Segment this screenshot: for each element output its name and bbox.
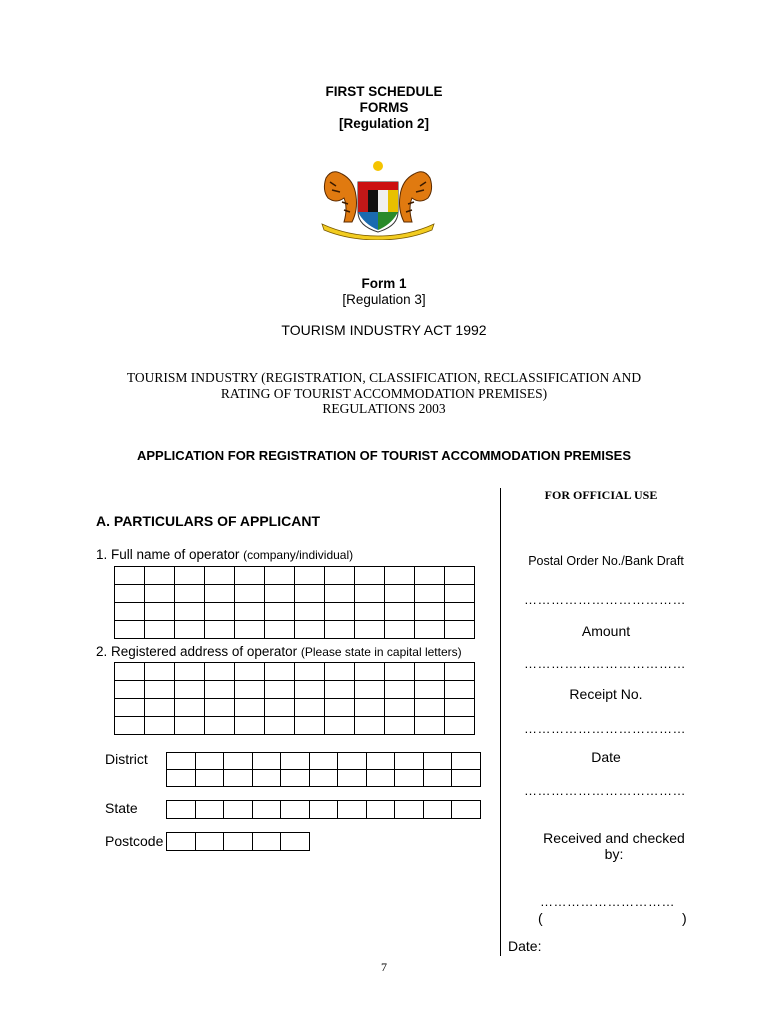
receipt-label: Receipt No. [569,686,643,702]
letter-box[interactable] [295,663,325,681]
letter-box[interactable] [385,603,415,621]
letter-box[interactable] [235,717,265,735]
letter-box[interactable] [295,621,325,639]
regulations-title [0,370,768,417]
letter-box[interactable] [205,717,235,735]
letter-box[interactable] [385,621,415,639]
letter-box[interactable] [295,585,325,603]
letter-box[interactable] [205,567,235,585]
letter-box[interactable] [205,621,235,639]
letter-box[interactable] [145,567,175,585]
letter-box[interactable] [205,585,235,603]
column-divider [500,488,501,956]
letter-box[interactable] [355,621,385,639]
letter-box[interactable] [355,603,385,621]
state-grid[interactable] [166,800,481,819]
letter-box[interactable] [224,753,253,770]
regulations-line2: RATING OF TOURIST ACCOMMODATION PREMISES) [220,385,548,401]
application-title: APPLICATION FOR REGISTRATION OF TOURIST ACCOMMODATION PREMISES [137,448,631,463]
letter-box[interactable] [205,603,235,621]
letter-box[interactable] [445,717,475,735]
letter-box[interactable] [445,681,475,699]
letter-box[interactable] [325,663,355,681]
letter-box[interactable] [445,567,475,585]
letter-box[interactable] [310,770,339,787]
letter-box[interactable] [205,699,235,717]
letter-box[interactable] [145,585,175,603]
letter-box[interactable] [424,770,453,787]
letter-box[interactable] [310,753,339,770]
letter-box[interactable] [281,753,310,770]
letter-box[interactable] [445,585,475,603]
letter-box[interactable] [253,801,282,819]
signature-date-label: Date: [508,938,542,954]
letter-box[interactable] [224,801,253,819]
letter-box[interactable] [415,585,445,603]
district-grid[interactable] [166,752,481,787]
letter-box[interactable] [145,717,175,735]
letter-box[interactable] [281,770,310,787]
letter-box[interactable] [115,663,145,681]
letter-box[interactable] [115,585,145,603]
letter-box[interactable] [196,753,225,770]
letter-box[interactable] [452,753,481,770]
postal-order-field[interactable]: ……………………………… [524,592,686,607]
receipt-field[interactable]: ……………………………… [524,721,686,736]
letter-box[interactable] [355,681,385,699]
letter-box[interactable] [415,567,445,585]
letter-box[interactable] [115,567,145,585]
letter-box[interactable] [196,833,225,851]
letter-box[interactable] [145,621,175,639]
page-number: 7 [381,960,387,974]
section-a-heading: A. PARTICULARS OF APPLICANT [96,513,320,529]
amount-field[interactable]: ……………………………… [524,656,686,671]
letter-box[interactable] [338,753,367,770]
letter-box[interactable] [167,833,196,851]
district-label: District [105,751,148,767]
letter-box[interactable] [265,699,295,717]
signature-field[interactable]: ………………………… [540,894,675,909]
letter-box[interactable] [325,603,355,621]
q1-label-text: 1. Full name of operator [96,547,244,562]
letter-box[interactable] [235,681,265,699]
letter-box[interactable] [175,585,205,603]
date-field[interactable]: ……………………………… [524,783,686,798]
letter-box[interactable] [265,567,295,585]
letter-box[interactable] [367,753,396,770]
letter-box[interactable] [445,663,475,681]
schedule-title: FIRST SCHEDULE [325,84,443,99]
full-name-grid[interactable] [114,566,475,639]
letter-box[interactable] [415,663,445,681]
letter-box[interactable] [385,585,415,603]
letter-box[interactable] [115,699,145,717]
letter-box[interactable] [265,717,295,735]
letter-box[interactable] [445,621,475,639]
coat-of-arms-icon [318,158,438,240]
forms-title: FORMS [359,100,409,115]
letter-box[interactable] [338,770,367,787]
letter-box[interactable] [175,567,205,585]
letter-box[interactable] [253,770,282,787]
q2-note: (Please state in capital letters) [300,645,462,659]
letter-box[interactable] [424,801,453,819]
received-line2: by: [604,846,624,862]
letter-box[interactable] [175,699,205,717]
letter-box[interactable] [175,717,205,735]
letter-box[interactable] [145,681,175,699]
address-grid[interactable] [114,662,475,735]
postcode-grid[interactable] [166,832,310,851]
letter-box[interactable] [445,699,475,717]
letter-box[interactable] [310,801,339,819]
letter-box[interactable] [235,567,265,585]
letter-box[interactable] [205,663,235,681]
letter-box[interactable] [224,833,253,851]
letter-box[interactable] [385,717,415,735]
letter-box[interactable] [205,681,235,699]
letter-box[interactable] [367,770,396,787]
letter-box[interactable] [385,567,415,585]
letter-box[interactable] [325,567,355,585]
letter-box[interactable] [295,603,325,621]
letter-box[interactable] [395,770,424,787]
letter-box[interactable] [452,770,481,787]
letter-box[interactable] [325,717,355,735]
letter-box[interactable] [167,801,196,819]
letter-box[interactable] [355,567,385,585]
letter-box[interactable] [355,699,385,717]
letter-box[interactable] [415,717,445,735]
letter-box[interactable] [224,770,253,787]
letter-box[interactable] [235,621,265,639]
letter-box[interactable] [415,621,445,639]
letter-box[interactable] [115,681,145,699]
letter-box[interactable] [452,801,481,819]
letter-box[interactable] [355,585,385,603]
letter-box[interactable] [325,621,355,639]
letter-box[interactable] [235,585,265,603]
regulations-line3: REGULATIONS 2003 [322,401,446,416]
letter-box[interactable] [424,753,453,770]
letter-box[interactable] [115,603,145,621]
letter-box[interactable] [415,699,445,717]
letter-box[interactable] [325,699,355,717]
form-regulation: [Regulation 3] [342,292,426,307]
letter-box[interactable] [175,621,205,639]
letter-box[interactable] [367,801,396,819]
letter-box[interactable] [235,699,265,717]
letter-box[interactable] [253,753,282,770]
schedule-regulation: [Regulation 2] [339,116,429,131]
paren-open: ( [538,910,543,926]
letter-box[interactable] [295,717,325,735]
letter-box[interactable] [325,681,355,699]
letter-box[interactable] [395,801,424,819]
letter-box[interactable] [265,585,295,603]
letter-box[interactable] [145,699,175,717]
received-checked-label [504,830,724,862]
amount-label: Amount [581,623,631,639]
letter-box[interactable] [265,603,295,621]
letter-box[interactable] [265,621,295,639]
state-label: State [105,800,138,816]
letter-box[interactable] [115,717,145,735]
letter-box[interactable] [445,603,475,621]
letter-box[interactable] [415,681,445,699]
act-title: TOURISM INDUSTRY ACT 1992 [281,322,487,338]
letter-box[interactable] [281,801,310,819]
letter-box[interactable] [385,663,415,681]
letter-box[interactable] [253,833,282,851]
q2-label-text: 2. Registered address of operator [96,644,301,659]
date-label: Date [591,749,621,765]
q1-label [96,547,353,562]
postal-order-label: Postal Order No./Bank Draft [528,554,684,568]
paren-close: ) [682,910,687,926]
q2-label [96,644,462,659]
letter-box[interactable] [175,603,205,621]
official-use-heading: FOR OFFICIAL USE [544,488,658,502]
letter-box[interactable] [235,603,265,621]
letter-box[interactable] [295,567,325,585]
letter-box[interactable] [145,663,175,681]
letter-box[interactable] [265,663,295,681]
letter-box[interactable] [325,585,355,603]
letter-box[interactable] [415,603,445,621]
letter-box[interactable] [355,663,385,681]
letter-box[interactable] [175,663,205,681]
letter-box[interactable] [281,833,310,851]
postcode-label: Postcode [105,833,164,849]
letter-box[interactable] [338,801,367,819]
letter-box[interactable] [196,801,225,819]
letter-box[interactable] [265,681,295,699]
letter-box[interactable] [167,770,196,787]
letter-box[interactable] [385,681,415,699]
letter-box[interactable] [167,753,196,770]
letter-box[interactable] [115,621,145,639]
letter-box[interactable] [395,753,424,770]
received-line1: Received and checked [543,830,685,846]
letter-box[interactable] [145,603,175,621]
regulations-line1: TOURISM INDUSTRY (REGISTRATION, CLASSIFICATION, RECLASSIFICATION AND [126,370,642,385]
schedule-heading [0,84,768,132]
letter-box[interactable] [295,681,325,699]
form-title: Form 1 [361,276,407,291]
letter-box[interactable] [355,717,385,735]
letter-box[interactable] [235,663,265,681]
letter-box[interactable] [295,699,325,717]
letter-box[interactable] [175,681,205,699]
q1-note: (company/individual) [243,548,354,562]
letter-box[interactable] [385,699,415,717]
letter-box[interactable] [196,770,225,787]
